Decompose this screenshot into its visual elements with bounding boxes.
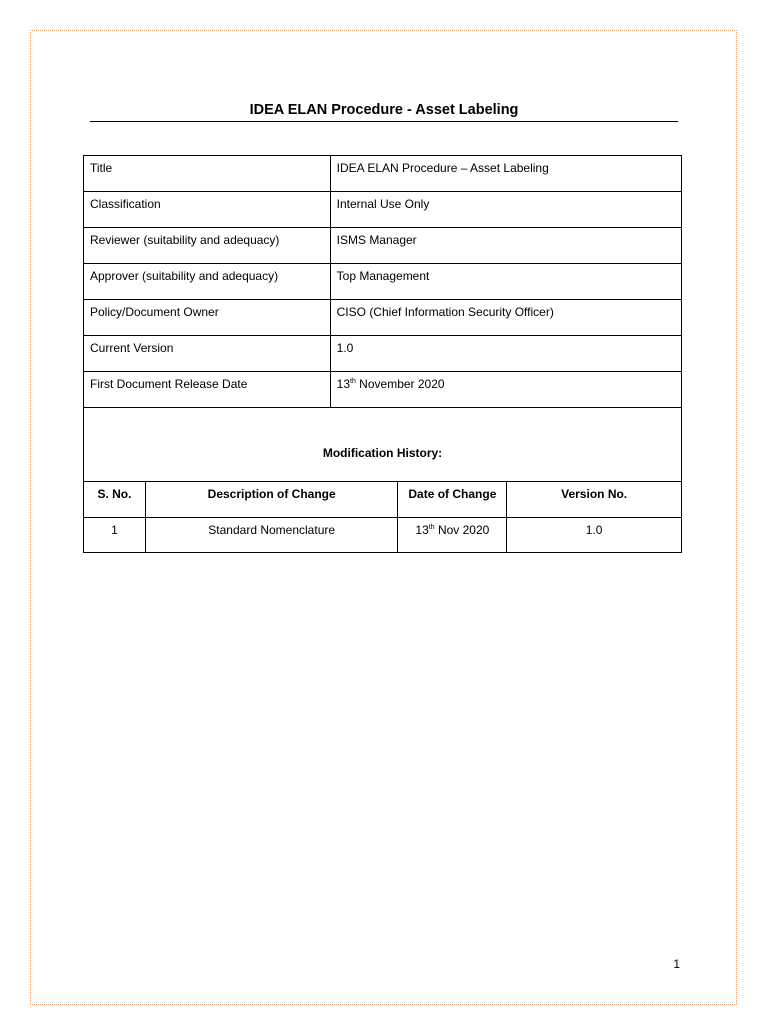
history-description: Standard Nomenclature (145, 518, 398, 553)
metadata-key: Reviewer (suitability and adequacy) (84, 228, 331, 264)
modification-history-table (83, 407, 682, 553)
metadata-value: CISO (Chief Information Security Officer) (330, 300, 681, 336)
metadata-value: Top Management (330, 264, 681, 300)
metadata-row-reviewer (84, 228, 682, 264)
metadata-value: Internal Use Only (330, 192, 681, 228)
title-underline (90, 121, 678, 122)
metadata-row-title (84, 156, 682, 192)
history-header-row (84, 482, 682, 518)
metadata-key: First Document Release Date (84, 372, 331, 408)
metadata-value: IDEA ELAN Procedure – Asset Labeling (330, 156, 681, 192)
metadata-value (330, 372, 681, 408)
history-version: 1.0 (507, 518, 682, 553)
column-header-version: Version No. (507, 482, 682, 518)
column-header-sno: S. No. (84, 482, 146, 518)
modification-history-heading: Modification History: (84, 408, 682, 482)
metadata-key: Title (84, 156, 331, 192)
document-title: IDEA ELAN Procedure - Asset Labeling (249, 102, 519, 118)
column-header-date: Date of Change (398, 482, 507, 518)
release-date-suffix: th (350, 378, 356, 385)
metadata-key: Approver (suitability and adequacy) (84, 264, 331, 300)
metadata-row-release-date (84, 372, 682, 408)
column-header-description: Description of Change (145, 482, 398, 518)
metadata-value: 1.0 (330, 336, 681, 372)
table-row (84, 518, 682, 553)
metadata-key: Classification (84, 192, 331, 228)
history-date-day: 13 (415, 523, 429, 537)
document-metadata-table (83, 155, 682, 408)
release-date-day: 13 (336, 377, 350, 391)
metadata-row-version (84, 336, 682, 372)
history-heading-row (84, 408, 682, 482)
history-date-rest: Nov 2020 (434, 523, 490, 537)
metadata-key: Current Version (84, 336, 331, 372)
history-date (398, 518, 507, 553)
metadata-key: Policy/Document Owner (84, 300, 331, 336)
history-date-suffix: th (428, 524, 435, 531)
history-sno: 1 (84, 518, 146, 553)
metadata-value: ISMS Manager (330, 228, 681, 264)
release-date-rest: November 2020 (355, 377, 445, 391)
metadata-row-owner (84, 300, 682, 336)
page-number: 1 (673, 957, 680, 971)
metadata-row-approver (84, 264, 682, 300)
metadata-row-classification (84, 192, 682, 228)
